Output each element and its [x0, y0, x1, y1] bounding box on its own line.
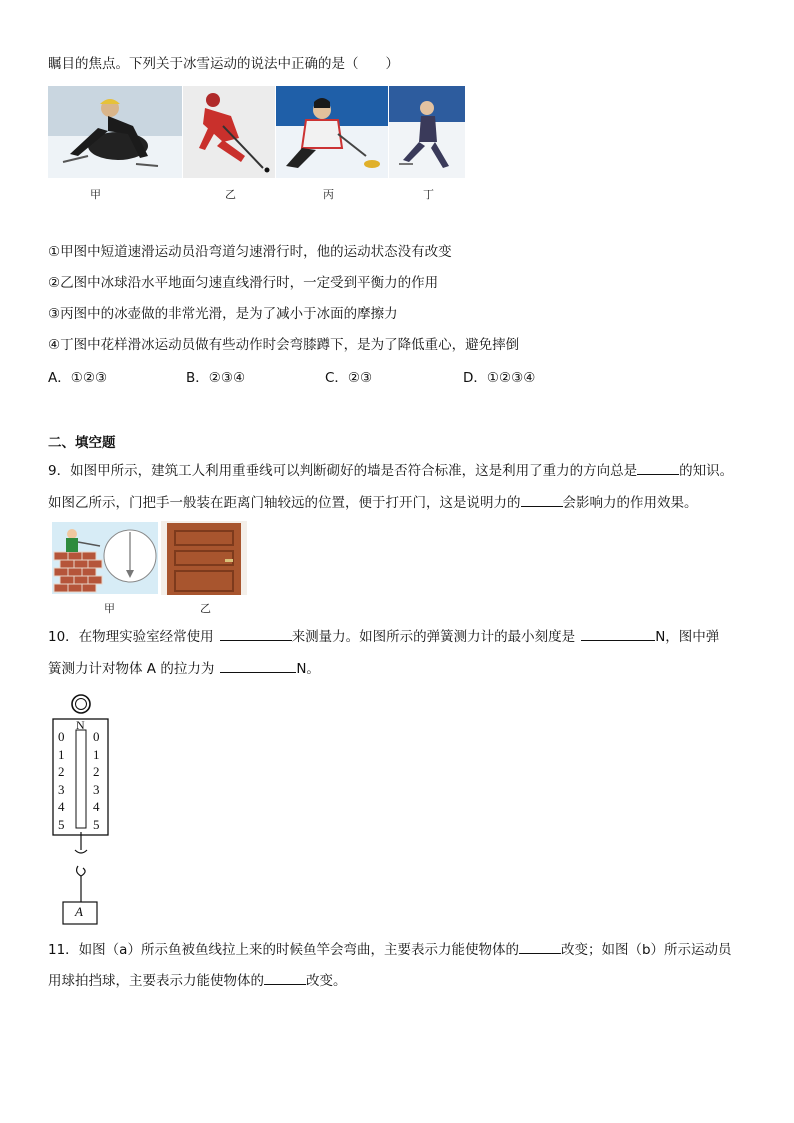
q11-line-2	[48, 970, 347, 991]
tick-left-5: 5	[58, 816, 65, 832]
tick-right-5: 5	[93, 816, 100, 832]
q8-option-a[interactable]: A．①②③	[48, 370, 108, 386]
tick-right-1: 1	[93, 746, 100, 762]
caption-bing: 丙	[323, 188, 334, 201]
q11-line-1	[48, 939, 732, 960]
q8-statement-1: ①甲图中短道速滑运动员沿弯道匀速滑行时，他的运动状态没有改变	[48, 244, 452, 260]
tick-left-3: 3	[58, 781, 65, 797]
q11-text-2b: 改变。	[306, 973, 347, 989]
q9-line-2	[48, 492, 698, 513]
tick-right-4: 4	[93, 799, 100, 815]
tick-left-4: 4	[58, 799, 65, 815]
q8-statement-2: ②乙图中冰球沿水平地面匀速直线滑行时，一定受到平衡力的作用	[48, 275, 439, 291]
q10-text-2b: N。	[296, 661, 320, 677]
caption-jia: 甲	[90, 188, 101, 201]
scale-unit-label: N	[76, 718, 85, 732]
tick-left-0: 0	[58, 729, 65, 744]
q10-blank-3[interactable]	[220, 658, 296, 673]
q9-blank-2[interactable]	[521, 492, 563, 507]
q10-line-1	[48, 626, 719, 647]
q10-text-1c: N，图中弹	[655, 629, 720, 645]
figure-skater-image	[389, 86, 465, 178]
q8-option-b[interactable]: B．②③④	[186, 370, 246, 386]
caption-yi: 乙	[225, 188, 236, 201]
q9-text-2a: 如图乙所示，门把手一般装在距离门轴较远的位置，便于打开门，这是说明力的	[48, 495, 521, 511]
scale-ticks-right	[93, 728, 100, 834]
door-image	[161, 521, 247, 595]
hockey-player-image	[183, 86, 275, 178]
caption-ding: 丁	[423, 188, 434, 201]
tick-right-3: 3	[93, 781, 100, 797]
q8-option-c[interactable]: C．②③	[325, 370, 373, 386]
tick-right-2: 2	[93, 764, 100, 780]
q11-text-2a: 用球拍挡球，主要表示力能使物体的	[48, 973, 264, 989]
q11-blank-2[interactable]	[264, 970, 306, 985]
tick-left-1: 1	[58, 746, 65, 762]
q8-intro-tail: 瞩目的焦点。下列关于冰雪运动的说法中正确的是（ ）	[48, 56, 399, 72]
q9-text-1b: 的知识。	[679, 463, 734, 479]
q10-line-2	[48, 658, 320, 679]
q10-blank-2[interactable]	[581, 626, 655, 641]
q11-blank-1[interactable]	[519, 939, 561, 954]
q9-caption-yi: 乙	[200, 602, 211, 615]
q8-option-d[interactable]: D．①②③④	[463, 370, 536, 386]
q9-text-1a: 9．如图甲所示，建筑工人利用重垂线可以判断砌好的墙是否符合标准，这是利用了重力的方向总是	[48, 463, 638, 479]
section-title: 二、填空题	[48, 435, 116, 451]
plumb-line-image	[52, 522, 158, 594]
q10-text-2a: 簧测力计对物体 A 的拉力为	[48, 661, 215, 677]
q9-caption-jia: 甲	[104, 602, 115, 615]
q9-text-2b: 会影响力的作用效果。	[562, 495, 698, 511]
q9-line-1	[48, 460, 733, 481]
q8-statement-4: ④丁图中花样滑冰运动员做有些动作时会弯膝蹲下，是为了降低重心，避免摔倒	[48, 337, 520, 353]
speed-skater-image	[48, 86, 182, 178]
q11-text-1b: 改变；如图（b）所示运动员	[560, 942, 732, 958]
block-a-label: A	[75, 904, 83, 919]
spring-scale-figure	[48, 692, 118, 928]
curling-player-image	[276, 86, 388, 178]
tick-left-2: 2	[58, 764, 65, 780]
q8-statement-3: ③丙图中的冰壶做的非常光滑，是为了减小于冰面的摩擦力	[48, 306, 398, 322]
scale-ticks-left	[58, 728, 65, 834]
tick-right-0: 0	[93, 729, 100, 744]
q10-text-1a: 10．在物理实验室经常使用	[48, 629, 214, 645]
q9-blank-1[interactable]	[637, 460, 679, 475]
q10-blank-1[interactable]	[220, 626, 292, 641]
q10-text-1b: 来测量力。如图所示的弹簧测力计的最小刻度是	[291, 629, 576, 645]
q11-text-1a: 11．如图（a）所示鱼被鱼线拉上来的时候鱼竿会弯曲，主要表示力能使物体的	[48, 942, 519, 958]
